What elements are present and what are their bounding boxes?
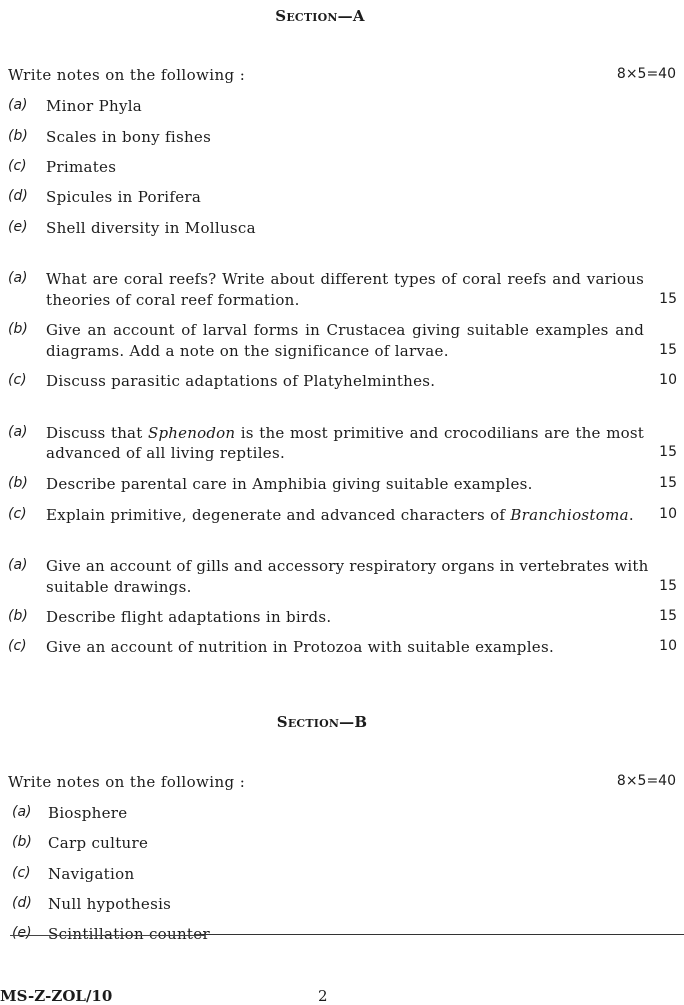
q2b-line1: Give an account of larval forms in Crustacea giving suitable examples and bbox=[46, 321, 644, 339]
q5-item-d-label: (d) bbox=[12, 895, 32, 911]
q1-item-c-text: Primates bbox=[46, 158, 117, 176]
q2a-line2: theories of coral reef formation. bbox=[46, 291, 300, 309]
q1-item-b-label: (b) bbox=[8, 128, 28, 144]
q1-item-e-text: Shell diversity in Mollusca bbox=[46, 219, 256, 237]
q5-item-a-label: (a) bbox=[12, 804, 32, 820]
q1-item-b-text: Scales in bony fishes bbox=[46, 128, 212, 146]
q5-item-d-text: Null hypothesis bbox=[48, 895, 172, 913]
q1-marks: 8×5=40 bbox=[616, 66, 676, 82]
section-a-title: Section—A bbox=[275, 7, 365, 25]
q5-intro: Write notes on the following : bbox=[8, 773, 246, 791]
q3a-italic: Sphenodon bbox=[148, 424, 236, 442]
strike-line bbox=[10, 935, 205, 936]
q3a-line1 bbox=[46, 424, 644, 442]
q5-item-b-label: (b) bbox=[12, 834, 32, 850]
q5-item-b-text: Carp culture bbox=[48, 834, 149, 852]
q1-item-d-label: (d) bbox=[8, 188, 28, 204]
q4a-line2: suitable drawings. bbox=[46, 578, 192, 596]
q4a-marks: 15 bbox=[659, 578, 677, 594]
q3c-marks: 10 bbox=[659, 506, 677, 522]
q4b-marks: 15 bbox=[659, 608, 677, 624]
q4b-text: Describe flight adaptations in birds. bbox=[46, 608, 332, 626]
q4c-text: Give an account of nutrition in Protozoa with suitable examples. bbox=[46, 638, 555, 656]
q5-marks: 8×5=40 bbox=[616, 773, 676, 789]
q3a-line2: advanced of all living reptiles. bbox=[46, 444, 286, 462]
q1-item-a-text: Minor Phyla bbox=[46, 97, 143, 115]
q5-item-a-text: Biosphere bbox=[48, 804, 128, 822]
page-rule bbox=[200, 934, 684, 935]
q3b-marks: 15 bbox=[659, 475, 677, 491]
q2b-label: (b) bbox=[8, 321, 28, 337]
q3c-post: . bbox=[628, 506, 634, 524]
q4b-label: (b) bbox=[8, 608, 28, 624]
q3c-italic: Branchiostoma bbox=[510, 506, 629, 524]
q2c-marks: 10 bbox=[659, 372, 677, 388]
q3a-label: (a) bbox=[8, 424, 28, 440]
q3c-text bbox=[46, 506, 634, 524]
page-number: 2 bbox=[318, 987, 328, 1005]
q2c-text: Discuss parasitic adaptations of Platyhelminthes. bbox=[46, 372, 436, 390]
q2a-line1: What are coral reefs? Write about different types of coral reefs and various bbox=[46, 270, 644, 288]
q2b-line2: diagrams. Add a note on the significance of larvae. bbox=[46, 342, 449, 360]
q3a-post: is the most primitive and crocodilians are the most bbox=[235, 424, 644, 442]
q5-item-c-text: Navigation bbox=[48, 865, 135, 883]
q3b-label: (b) bbox=[8, 475, 28, 491]
q1-item-d-text: Spicules in Porifera bbox=[46, 188, 202, 206]
q3b-text: Describe parental care in Amphibia giving suitable examples. bbox=[46, 475, 533, 493]
q5-item-e-text: Scintillation counter bbox=[48, 925, 210, 943]
section-b-title: Section—B bbox=[276, 713, 368, 731]
q1-item-c-label: (c) bbox=[8, 158, 27, 174]
q2b-marks: 15 bbox=[659, 342, 677, 358]
q2c-label: (c) bbox=[8, 372, 27, 388]
q3c-label: (c) bbox=[8, 506, 27, 522]
paper-code: MS-Z-ZOL/10 bbox=[0, 987, 113, 1005]
q4a-label: (a) bbox=[8, 557, 28, 573]
q5-item-e-label: (e) bbox=[12, 925, 32, 941]
q1-intro: Write notes on the following : bbox=[8, 66, 246, 84]
q1-item-e-label: (e) bbox=[8, 219, 28, 235]
q1-item-a-label: (a) bbox=[8, 97, 28, 113]
q4c-label: (c) bbox=[8, 638, 27, 654]
q2a-label: (a) bbox=[8, 270, 28, 286]
q2a-marks: 15 bbox=[659, 291, 677, 307]
q3a-marks: 15 bbox=[659, 444, 677, 460]
q4c-marks: 10 bbox=[659, 638, 677, 654]
q5-item-c-label: (c) bbox=[12, 865, 31, 881]
q3c-pre: Explain primitive, degenerate and advanced characters of bbox=[46, 506, 511, 524]
q4a-line1: Give an account of gills and accessory respiratory organs in vertebrates with bbox=[46, 557, 649, 575]
q3a-pre: Discuss that bbox=[46, 424, 149, 442]
